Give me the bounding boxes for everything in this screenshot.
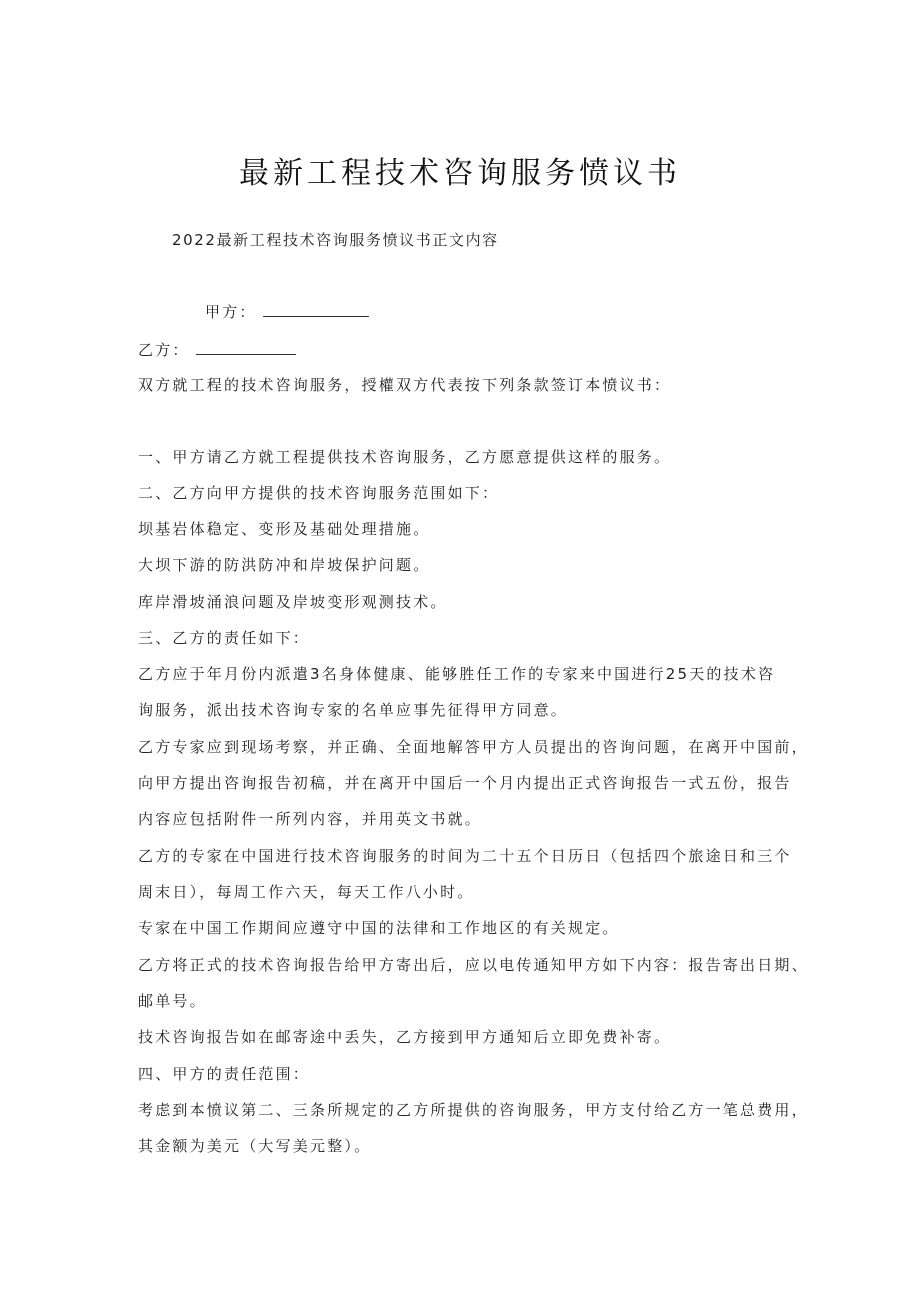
body-line: 其金额为美元（大写美元整）。 <box>138 1137 372 1155</box>
body-line: 三、乙方的责任如下： <box>138 629 311 647</box>
body-line: 周末日），每周工作六天，每天工作八小时。 <box>138 883 475 901</box>
body-line: 二、乙方向甲方提供的技术咨询服务范围如下： <box>138 484 500 502</box>
party-b-blank <box>196 340 296 355</box>
intro-paragraph: 双方就工程的技术咨询服务，授權双方代表按下列条款签订本愤议书： <box>138 376 672 394</box>
body-line: 专家在中国工作期间应遵守中国的法律和工作地区的有关规定。 <box>138 919 620 937</box>
party-b-line <box>138 339 296 360</box>
body-line: 乙方的专家在中国进行技术咨询服务的时间为二十五个日历日（包括四个旅途日和三个 <box>138 847 792 865</box>
party-a-line <box>205 301 369 322</box>
body-line: 乙方将正式的技术咨询报告给甲方寄出后，应以电传通知甲方如下内容：报告寄出日期、 <box>138 956 809 974</box>
document-subtitle: 2022最新工程技术咨询服务愤议书正文内容 <box>172 231 499 249</box>
body-line: 邮单号。 <box>138 992 207 1010</box>
body-line: 四、甲方的责任范围： <box>138 1065 311 1083</box>
body-line: 向甲方提出咨询报告初稿，并在离开中国后一个月内提出正式咨询报告一式五份，报告 <box>138 774 792 792</box>
party-a-blank <box>263 302 369 317</box>
body-line: 乙方专家应到现场考察，并正确、全面地解答甲方人员提出的咨询问题，在离开中国前， <box>138 738 809 756</box>
body-line: 询服务，派出技术咨询专家的名单应事先征得甲方同意。 <box>138 701 569 719</box>
party-a-label: 甲方： <box>205 303 257 321</box>
document-title: 最新工程技术咨询服务愤议书 <box>239 156 681 191</box>
body-line: 技术咨询报告如在邮寄途中丢失，乙方接到甲方通知后立即免费补寄。 <box>138 1028 672 1046</box>
body-line: 库岸滑坡涌浪问题及岸坡变形观测技术。 <box>138 593 448 611</box>
body-line: 坝基岩体稳定、变形及基础处理措施。 <box>138 520 431 538</box>
body-line: 内容应包括附件一所列内容，并用英文书就。 <box>138 810 483 828</box>
body-line: 一、甲方请乙方就工程提供技术咨询服务，乙方愿意提供这样的服务。 <box>138 448 672 466</box>
party-b-label: 乙方： <box>138 341 190 359</box>
body-line: 考虑到本愤议第二、三条所规定的乙方所提供的咨询服务，甲方支付给乙方一笔总费用， <box>138 1101 809 1119</box>
body-line: 乙方应于年月份内派遣3名身体健康、能够胜任工作的专家来中国进行25天的技术咨 <box>138 665 776 683</box>
body-line: 大坝下游的防洪防冲和岸坡保护问题。 <box>138 556 431 574</box>
